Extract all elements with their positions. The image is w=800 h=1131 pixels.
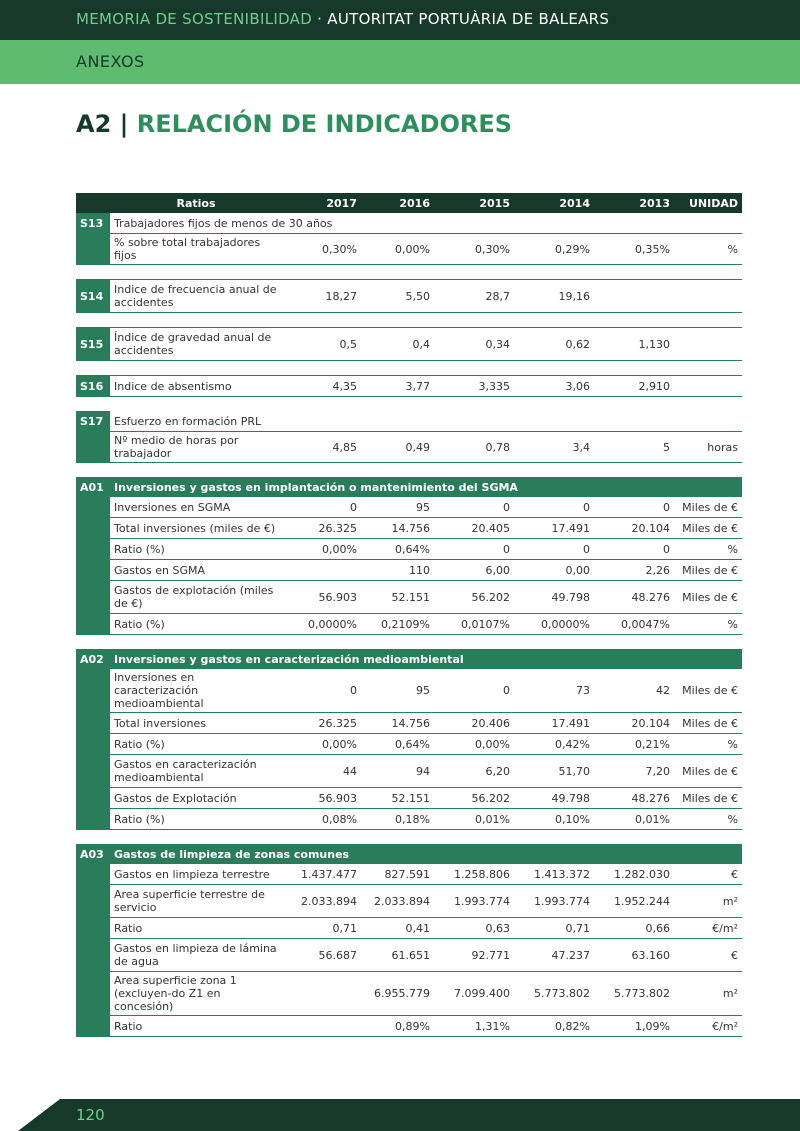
- row-label: Ratio: [110, 918, 282, 939]
- spacer-cell: [76, 463, 742, 478]
- value-cell: 48.276: [594, 788, 674, 809]
- code-column-cell: [76, 972, 110, 1016]
- unit-cell: %: [674, 614, 742, 635]
- unit-cell: [674, 328, 742, 361]
- unit-cell: Miles de €: [674, 497, 742, 518]
- value-cell: 0,18%: [361, 809, 434, 830]
- row-label: Ratio (%): [110, 809, 282, 830]
- value-cell: 0: [514, 539, 594, 560]
- row-label: Total inversiones (miles de €): [110, 518, 282, 539]
- value-cell: 63.160: [594, 939, 674, 972]
- value-cell: 3,4: [514, 432, 594, 463]
- code-column-cell: [76, 713, 110, 734]
- row-label: % sobre total trabajadores fijos: [110, 234, 282, 265]
- unit-cell: Miles de €: [674, 581, 742, 614]
- table-row: [76, 864, 742, 885]
- value-cell: 20.104: [594, 518, 674, 539]
- unit-cell: %: [674, 234, 742, 265]
- row-label: Nº medio de horas por trabajador: [110, 432, 282, 463]
- value-cell: 0,21%: [594, 734, 674, 755]
- code-column-cell: [76, 788, 110, 809]
- unit-cell: %: [674, 809, 742, 830]
- value-cell: 0,30%: [434, 234, 514, 265]
- value-cell: 4,35: [282, 376, 361, 397]
- value-cell: 73: [514, 669, 594, 713]
- value-cell: 0,34: [434, 328, 514, 361]
- value-cell: 51,70: [514, 755, 594, 788]
- spacer-row: [76, 361, 742, 376]
- value-cell: 0: [514, 497, 594, 518]
- value-cell: 1,130: [594, 328, 674, 361]
- code-column-cell: [76, 809, 110, 830]
- table-row: [76, 788, 742, 809]
- value-cell: 0,0000%: [514, 614, 594, 635]
- group-title: Inversiones y gastos en caracterización medioambiental: [110, 649, 742, 669]
- row-label: Area superficie zona 1 (excluyen-do Z1 en concesión): [110, 972, 282, 1016]
- section-bar: [0, 40, 800, 84]
- row-label: Ratio (%): [110, 734, 282, 755]
- code-column-cell: [76, 885, 110, 918]
- value-cell: 0,42%: [514, 734, 594, 755]
- value-cell: 17.491: [514, 713, 594, 734]
- value-cell: 18,27: [282, 280, 361, 313]
- spacer-row: [76, 635, 742, 650]
- row-label: Índice de gravedad anual de accidentes: [110, 328, 282, 361]
- organization-name: AUTORITAT PORTUÀRIA DE BALEARS: [327, 10, 610, 28]
- code-column-cell: [76, 560, 110, 581]
- value-cell: 56.903: [282, 788, 361, 809]
- heading-title: RELACIÓN DE INDICADORES: [136, 110, 513, 138]
- value-cell: 1.413.372: [514, 864, 594, 885]
- unit-cell: m²: [674, 972, 742, 1016]
- code-column-cell: [76, 734, 110, 755]
- value-cell: 0,0047%: [594, 614, 674, 635]
- top-header-bar: [0, 0, 800, 40]
- value-cell: 47.237: [514, 939, 594, 972]
- value-cell: 17.491: [514, 518, 594, 539]
- value-cell: 110: [361, 560, 434, 581]
- table-row: [76, 734, 742, 755]
- table-row: [76, 885, 742, 918]
- row-label: Indice de absentismo: [110, 376, 282, 397]
- indicator-code: S15: [76, 328, 110, 361]
- unit-cell: Miles de €: [674, 755, 742, 788]
- value-cell: 0,01%: [434, 809, 514, 830]
- value-cell: 3,335: [434, 376, 514, 397]
- unit-cell: Miles de €: [674, 788, 742, 809]
- row-label: Ratio (%): [110, 614, 282, 635]
- row-label: Total inversiones: [110, 713, 282, 734]
- value-cell: [282, 560, 361, 581]
- value-cell: 0,71: [514, 918, 594, 939]
- value-cell: 7.099.400: [434, 972, 514, 1016]
- value-cell: 49.798: [514, 788, 594, 809]
- row-label: Gastos en limpieza de lámina de agua: [110, 939, 282, 972]
- value-cell: 19,16: [514, 280, 594, 313]
- heading-prefix: A2 |: [76, 110, 137, 138]
- row-label: Inversiones en SGMA: [110, 497, 282, 518]
- unit-cell: Miles de €: [674, 713, 742, 734]
- value-cell: 827.591: [361, 864, 434, 885]
- value-cell: 1.993.774: [434, 885, 514, 918]
- unit-cell: [674, 376, 742, 397]
- table-row: [76, 614, 742, 635]
- table-row: [76, 809, 742, 830]
- code-column-cell: [76, 755, 110, 788]
- value-cell: 3,77: [361, 376, 434, 397]
- group-title-row: [76, 213, 742, 234]
- row-label: Gastos en caracterización medioambiental: [110, 755, 282, 788]
- section-name: ANEXOS: [76, 52, 145, 71]
- value-cell: 44: [282, 755, 361, 788]
- value-cell: 4,85: [282, 432, 361, 463]
- spacer-cell: [76, 635, 742, 650]
- table-row: [76, 755, 742, 788]
- value-cell: 2,910: [594, 376, 674, 397]
- value-cell: [594, 280, 674, 313]
- row-label: Area superficie terrestre de servicio: [110, 885, 282, 918]
- value-cell: 1.258.806: [434, 864, 514, 885]
- value-cell: 56.202: [434, 581, 514, 614]
- group-title: Gastos de limpieza de zonas comunes: [110, 844, 742, 864]
- value-cell: 0,64%: [361, 734, 434, 755]
- value-cell: 7,20: [594, 755, 674, 788]
- value-cell: 6.955.779: [361, 972, 434, 1016]
- value-cell: 20.104: [594, 713, 674, 734]
- value-cell: 5.773.802: [514, 972, 594, 1016]
- spacer-row: [76, 463, 742, 478]
- group-title: Esfuerzo en formación PRL: [110, 411, 742, 432]
- value-cell: 0,29%: [514, 234, 594, 265]
- value-cell: 26.325: [282, 713, 361, 734]
- value-cell: 0,4: [361, 328, 434, 361]
- value-cell: 0,2109%: [361, 614, 434, 635]
- value-cell: [282, 972, 361, 1016]
- header-2014: 2014: [514, 193, 594, 213]
- value-cell: 95: [361, 497, 434, 518]
- value-cell: 20.405: [434, 518, 514, 539]
- indicator-code: A02: [76, 649, 110, 669]
- value-cell: 0,00%: [434, 734, 514, 755]
- group-title-row: [76, 411, 742, 432]
- unit-cell: Miles de €: [674, 518, 742, 539]
- spacer-cell: [76, 397, 742, 412]
- table-row: [76, 581, 742, 614]
- table-header-row: [76, 193, 742, 213]
- table-row: [76, 234, 742, 265]
- value-cell: 28,7: [434, 280, 514, 313]
- value-cell: 49.798: [514, 581, 594, 614]
- indicator-code: S16: [76, 376, 110, 397]
- value-cell: 0,00: [514, 560, 594, 581]
- page-heading: [76, 110, 512, 138]
- value-cell: 0,82%: [514, 1016, 594, 1037]
- row-label: Gastos en limpieza terrestre: [110, 864, 282, 885]
- indicator-code: A03: [76, 844, 110, 864]
- unit-cell: m²: [674, 885, 742, 918]
- header-2017: 2017: [282, 193, 361, 213]
- row-label: Gastos de Explotación: [110, 788, 282, 809]
- table-row: [76, 560, 742, 581]
- value-cell: 61.651: [361, 939, 434, 972]
- page-number: 120: [76, 1106, 105, 1124]
- document-title: [76, 10, 609, 28]
- value-cell: 0: [282, 669, 361, 713]
- value-cell: 1.282.030: [594, 864, 674, 885]
- header-ratios: Ratios: [110, 193, 282, 213]
- unit-cell: %: [674, 734, 742, 755]
- table-row: [76, 669, 742, 713]
- indicators-table: [76, 193, 742, 1037]
- spacer-cell: [76, 361, 742, 376]
- value-cell: 56.202: [434, 788, 514, 809]
- value-cell: 1.437.477: [282, 864, 361, 885]
- value-cell: [282, 1016, 361, 1037]
- value-cell: 0,41: [361, 918, 434, 939]
- indicator-code: S17: [76, 411, 110, 432]
- table-row: [76, 518, 742, 539]
- table-row: [76, 539, 742, 560]
- row-label: Ratio (%): [110, 539, 282, 560]
- spacer-row: [76, 397, 742, 412]
- value-cell: 1,31%: [434, 1016, 514, 1037]
- value-cell: 6,20: [434, 755, 514, 788]
- group-title: Inversiones y gastos en implantación o mantenimiento del SGMA: [110, 477, 742, 497]
- value-cell: 0,35%: [594, 234, 674, 265]
- value-cell: 3,06: [514, 376, 594, 397]
- value-cell: 0,89%: [361, 1016, 434, 1037]
- code-column-cell: [76, 234, 110, 265]
- value-cell: 0,0000%: [282, 614, 361, 635]
- table-row: [76, 713, 742, 734]
- code-column-cell: [76, 1016, 110, 1037]
- table-row: [76, 280, 742, 313]
- header-2015: 2015: [434, 193, 514, 213]
- indicator-code: A01: [76, 477, 110, 497]
- value-cell: 0,08%: [282, 809, 361, 830]
- value-cell: 5: [594, 432, 674, 463]
- header-unidad: UNIDAD: [674, 193, 742, 213]
- value-cell: 0,01%: [594, 809, 674, 830]
- unit-cell: [674, 280, 742, 313]
- code-column-cell: [76, 539, 110, 560]
- value-cell: 0,78: [434, 432, 514, 463]
- value-cell: 0,0107%: [434, 614, 514, 635]
- table-row: [76, 328, 742, 361]
- value-cell: 0,5: [282, 328, 361, 361]
- value-cell: 20.406: [434, 713, 514, 734]
- value-cell: 0,10%: [514, 809, 594, 830]
- value-cell: 0: [594, 497, 674, 518]
- unit-cell: Miles de €: [674, 669, 742, 713]
- value-cell: 0: [434, 539, 514, 560]
- value-cell: 1.993.774: [514, 885, 594, 918]
- value-cell: 94: [361, 755, 434, 788]
- value-cell: 56.903: [282, 581, 361, 614]
- value-cell: 56.687: [282, 939, 361, 972]
- unit-cell: €: [674, 864, 742, 885]
- value-cell: 0,62: [514, 328, 594, 361]
- code-column-cell: [76, 614, 110, 635]
- code-column-cell: [76, 581, 110, 614]
- indicator-code: S13: [76, 213, 110, 234]
- value-cell: 48.276: [594, 581, 674, 614]
- value-cell: 2.033.894: [361, 885, 434, 918]
- group-title-row: [76, 649, 742, 669]
- value-cell: 0,30%: [282, 234, 361, 265]
- code-column-cell: [76, 918, 110, 939]
- unit-cell: €/m²: [674, 918, 742, 939]
- spacer-row: [76, 265, 742, 280]
- value-cell: 26.325: [282, 518, 361, 539]
- unit-cell: €/m²: [674, 1016, 742, 1037]
- value-cell: 2.033.894: [282, 885, 361, 918]
- value-cell: 0,71: [282, 918, 361, 939]
- row-label: Gastos de explotación (miles de €): [110, 581, 282, 614]
- code-column-cell: [76, 669, 110, 713]
- group-title-row: [76, 477, 742, 497]
- header-blank: [76, 193, 110, 213]
- value-cell: 0: [282, 497, 361, 518]
- header-2013: 2013: [594, 193, 674, 213]
- value-cell: 0: [434, 669, 514, 713]
- code-column-cell: [76, 497, 110, 518]
- value-cell: 5.773.802: [594, 972, 674, 1016]
- value-cell: 1.952.244: [594, 885, 674, 918]
- value-cell: 0,00%: [361, 234, 434, 265]
- indicator-code: S14: [76, 280, 110, 313]
- value-cell: 1,09%: [594, 1016, 674, 1037]
- row-label: Indice de frecuencia anual de accidentes: [110, 280, 282, 313]
- footer-wedge: [0, 1099, 60, 1131]
- spacer-cell: [76, 265, 742, 280]
- unit-cell: Miles de €: [674, 560, 742, 581]
- title-separator: ·: [312, 10, 328, 28]
- value-cell: 42: [594, 669, 674, 713]
- table-row: [76, 939, 742, 972]
- group-title-row: [76, 844, 742, 864]
- value-cell: 14.756: [361, 518, 434, 539]
- value-cell: 52.151: [361, 581, 434, 614]
- value-cell: 0,00%: [282, 734, 361, 755]
- value-cell: 0: [594, 539, 674, 560]
- code-column-cell: [76, 864, 110, 885]
- table-row: [76, 1016, 742, 1037]
- group-title: Trabajadores fijos de menos de 30 años: [110, 213, 742, 234]
- value-cell: 6,00: [434, 560, 514, 581]
- unit-cell: €: [674, 939, 742, 972]
- value-cell: 0,00%: [282, 539, 361, 560]
- row-label: Gastos en SGMA: [110, 560, 282, 581]
- code-column-cell: [76, 518, 110, 539]
- value-cell: 52.151: [361, 788, 434, 809]
- unit-cell: %: [674, 539, 742, 560]
- header-2016: 2016: [361, 193, 434, 213]
- spacer-cell: [76, 830, 742, 845]
- table-row: [76, 432, 742, 463]
- table-row: [76, 918, 742, 939]
- table-row: [76, 972, 742, 1016]
- code-column-cell: [76, 939, 110, 972]
- report-name: MEMORIA DE SOSTENIBILIDAD: [76, 10, 313, 28]
- value-cell: 14.756: [361, 713, 434, 734]
- value-cell: 92.771: [434, 939, 514, 972]
- code-column-cell: [76, 432, 110, 463]
- value-cell: 95: [361, 669, 434, 713]
- spacer-cell: [76, 313, 742, 328]
- footer-bar: [0, 1099, 800, 1131]
- table-row: [76, 376, 742, 397]
- value-cell: 2,26: [594, 560, 674, 581]
- value-cell: 5,50: [361, 280, 434, 313]
- unit-cell: horas: [674, 432, 742, 463]
- row-label: Inversiones en caracterización medioambiental: [110, 669, 282, 713]
- table-row: [76, 497, 742, 518]
- spacer-row: [76, 830, 742, 845]
- row-label: Ratio: [110, 1016, 282, 1037]
- value-cell: 0: [434, 497, 514, 518]
- value-cell: 0,63: [434, 918, 514, 939]
- value-cell: 0,64%: [361, 539, 434, 560]
- value-cell: 0,66: [594, 918, 674, 939]
- spacer-row: [76, 313, 742, 328]
- value-cell: 0,49: [361, 432, 434, 463]
